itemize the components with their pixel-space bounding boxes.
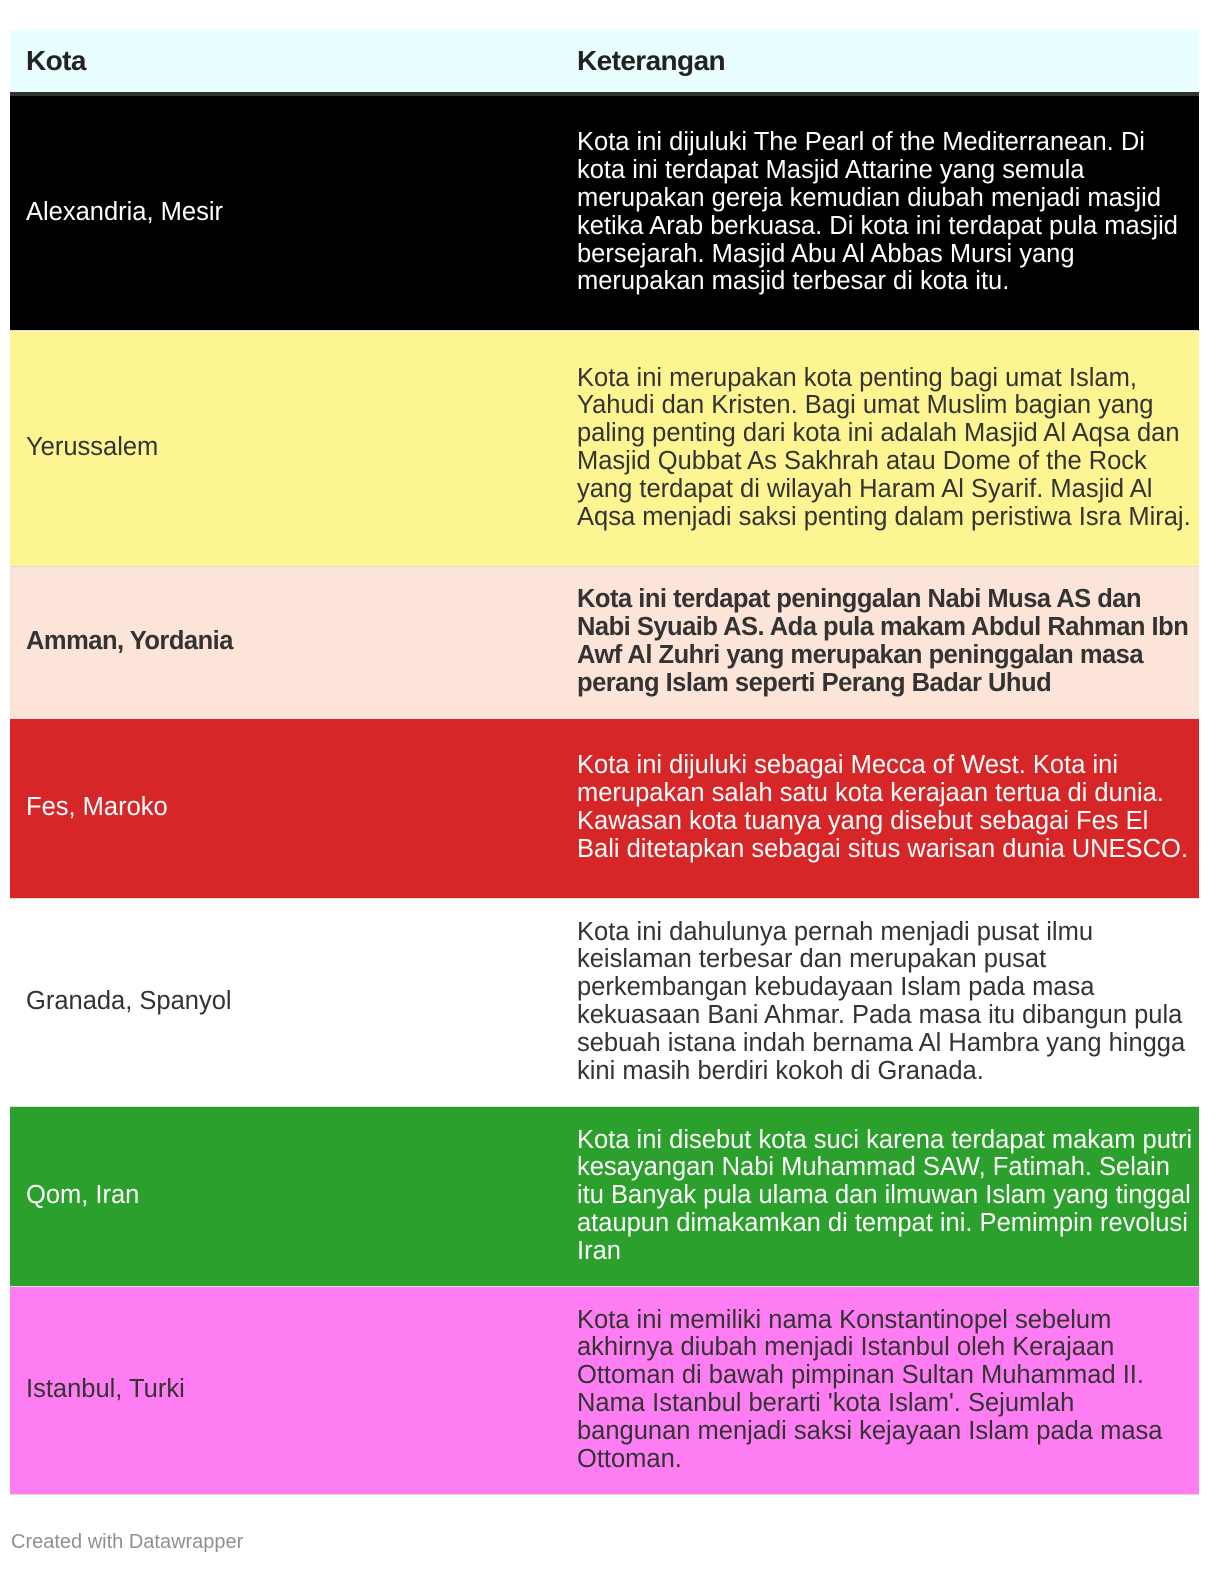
city-cell: Fes, Maroko	[10, 718, 560, 898]
city-cell: Yerussalem	[10, 330, 560, 566]
description-cell: Kota ini dahulunya pernah menjadi pusat ilmu keislaman terbesar dan merupakan pusat perkembangan kebudayaan Islam pada masa kekuasaan Bani Ahmar. Pada masa itu dibangun pula sebuah istana indah bernama Al Hambra yang hingga kini masih berdiri kokoh di Granada.	[560, 898, 1199, 1106]
city-table	[10, 30, 1199, 1495]
city-cell: Istanbul, Turki	[10, 1286, 560, 1494]
city-cell: Alexandria, Mesir	[10, 94, 560, 330]
table-row	[10, 330, 1199, 566]
description-cell: Kota ini merupakan kota penting bagi umat Islam, Yahudi dan Kristen. Bagi umat Muslim bagian yang paling penting dari kota ini adalah Masjid Al Aqsa dan Masjid Qubbat As Sakhrah atau Dome of the Rock yang terdapat di wilayah Haram Al Syarif. Masjid Al Aqsa menjadi saksi penting dalam peristiwa Isra Miraj.	[560, 330, 1199, 566]
description-cell: Kota ini dijuluki sebagai Mecca of West. Kota ini merupakan salah satu kota kerajaan tertua di dunia. Kawasan kota tuanya yang disebut sebagai Fes El Bali ditetapkan sebagai situs warisan dunia UNESCO.	[560, 718, 1199, 898]
table-header-row	[10, 30, 1199, 94]
city-cell: Amman, Yordania	[10, 566, 560, 718]
table-row	[10, 566, 1199, 718]
city-table-container	[10, 30, 1199, 1495]
table-row	[10, 1286, 1199, 1494]
table-row	[10, 94, 1199, 330]
description-cell: Kota ini disebut kota suci karena terdapat makam putri kesayangan Nabi Muhammad SAW, Fatimah. Selain itu Banyak pula ulama dan ilmuwan Islam yang tinggal ataupun dimakamkan di tempat ini. Pemimpin revolusi Iran	[560, 1106, 1199, 1286]
footer-credit[interactable]: Created with Datawrapper	[11, 1531, 244, 1553]
column-header-city[interactable]: Kota	[10, 30, 560, 94]
description-cell: Kota ini memiliki nama Konstantinopel sebelum akhirnya diubah menjadi Istanbul oleh Kerajaan Ottoman di bawah pimpinan Sultan Muhammad II. Nama Istanbul berarti 'kota Islam'. Sejumlah bangunan menjadi saksi kejayaan Islam pada masa Ottoman.	[560, 1286, 1199, 1494]
city-cell: Qom, Iran	[10, 1106, 560, 1286]
city-cell: Granada, Spanyol	[10, 898, 560, 1106]
table-row	[10, 718, 1199, 898]
description-cell: Kota ini terdapat peninggalan Nabi Musa AS dan Nabi Syuaib AS. Ada pula makam Abdul Rahman Ibn Awf Al Zuhri yang merupakan peninggalan masa perang Islam seperti Perang Badar Uhud	[560, 566, 1199, 718]
table-row	[10, 1106, 1199, 1286]
description-cell: Kota ini dijuluki The Pearl of the Mediterranean. Di kota ini terdapat Masjid Attarine yang semula merupakan gereja kemudian diubah menjadi masjid ketika Arab berkuasa. Di kota ini terdapat pula masjid bersejarah. Masjid Abu Al Abbas Mursi yang merupakan masjid terbesar di kota itu.	[560, 94, 1199, 330]
column-header-description[interactable]: Keterangan	[560, 30, 1199, 94]
table-row	[10, 898, 1199, 1106]
